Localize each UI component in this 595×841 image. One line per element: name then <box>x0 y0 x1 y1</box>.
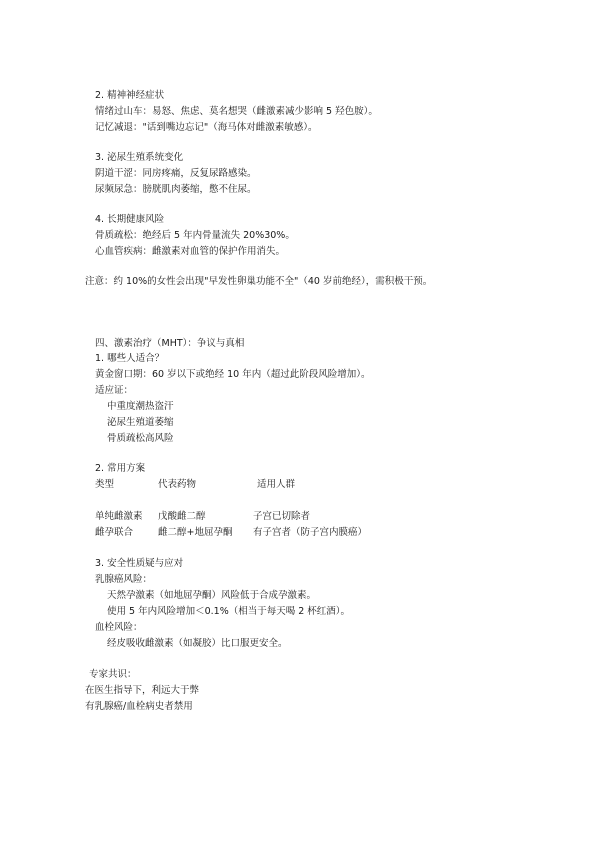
section-heading: 2. 精神神经症状 <box>95 90 165 101</box>
table-cell: 雌二醇+地屈孕酮 <box>158 527 233 538</box>
consensus-item: 在医生指导下，利远大于弊 <box>85 685 200 696</box>
consensus-label: 专家共识： <box>89 669 137 680</box>
list-item: 使用 5 年内风险增加＜0.1%（相当于每天喝 2 杯红酒）。 <box>107 606 351 617</box>
section-heading: 2. 常用方案 <box>95 463 146 474</box>
paragraph-line: 记忆减退："话到嘴边忘记"（海马体对雌激素敏感）。 <box>95 122 318 133</box>
table-cell: 雌孕联合 <box>95 527 134 538</box>
paragraph-line: 尿频尿急：膀胱肌肉萎缩，憋不住尿。 <box>95 184 257 195</box>
table-cell: 有子宫者（防子宫内膜癌） <box>253 527 368 538</box>
section-heading: 4. 长期健康风险 <box>95 214 165 225</box>
paragraph-line: 黄金窗口期：60 岁以下或绝经 10 年内（超过此阶段风险增加）。 <box>95 369 371 380</box>
list-item: 天然孕激素（如地屈孕酮）风险低于合成孕激素。 <box>107 590 317 601</box>
table-header-cell: 适用人群 <box>257 479 296 490</box>
table-header-cell: 类型 <box>95 479 115 490</box>
section-heading: 1. 哪些人适合？ <box>95 353 165 364</box>
indications-label: 适应证： <box>95 385 134 396</box>
part-title: 四、激素治疗（MHT）：争议与真相 <box>95 338 245 349</box>
table-cell: 单纯雌激素 <box>95 511 143 522</box>
paragraph-line: 心血管疾病：雌激素对血管的保护作用消失。 <box>95 246 286 257</box>
table-header-cell: 代表药物 <box>158 479 197 490</box>
risk-label: 乳腺癌风险： <box>95 574 153 585</box>
consensus-item: 有乳腺癌/血栓病史者禁用 <box>85 701 193 712</box>
section-heading: 3. 泌尿生殖系统变化 <box>95 152 184 163</box>
list-item: 骨质疏松高风险 <box>107 433 174 444</box>
risk-label: 血栓风险： <box>95 622 143 633</box>
list-item: 经皮吸收雌激素（如凝胶）比口服更安全。 <box>107 638 288 649</box>
paragraph-line: 骨质疏松：绝经后 5 年内骨量流失 20%30%。 <box>95 230 295 241</box>
note-text: 注意：约 10%的女性会出现"早发性卵巢功能不全"（40 岁前绝经），需积极干预。 <box>85 276 433 287</box>
table-cell: 戊酸雌二醇 <box>158 511 206 522</box>
list-item: 泌尿生殖道萎缩 <box>107 417 174 428</box>
paragraph-line: 阴道干涩：同房疼痛，反复尿路感染。 <box>95 168 257 179</box>
section-heading: 3. 安全性质疑与应对 <box>95 558 184 569</box>
table-cell: 子宫已切除者 <box>253 511 311 522</box>
paragraph-line: 情绪过山车：易怒、焦虑、莫名想哭（雌激素减少影响 5 羟色胺）。 <box>95 106 378 117</box>
list-item: 中重度潮热盗汗 <box>107 401 174 412</box>
